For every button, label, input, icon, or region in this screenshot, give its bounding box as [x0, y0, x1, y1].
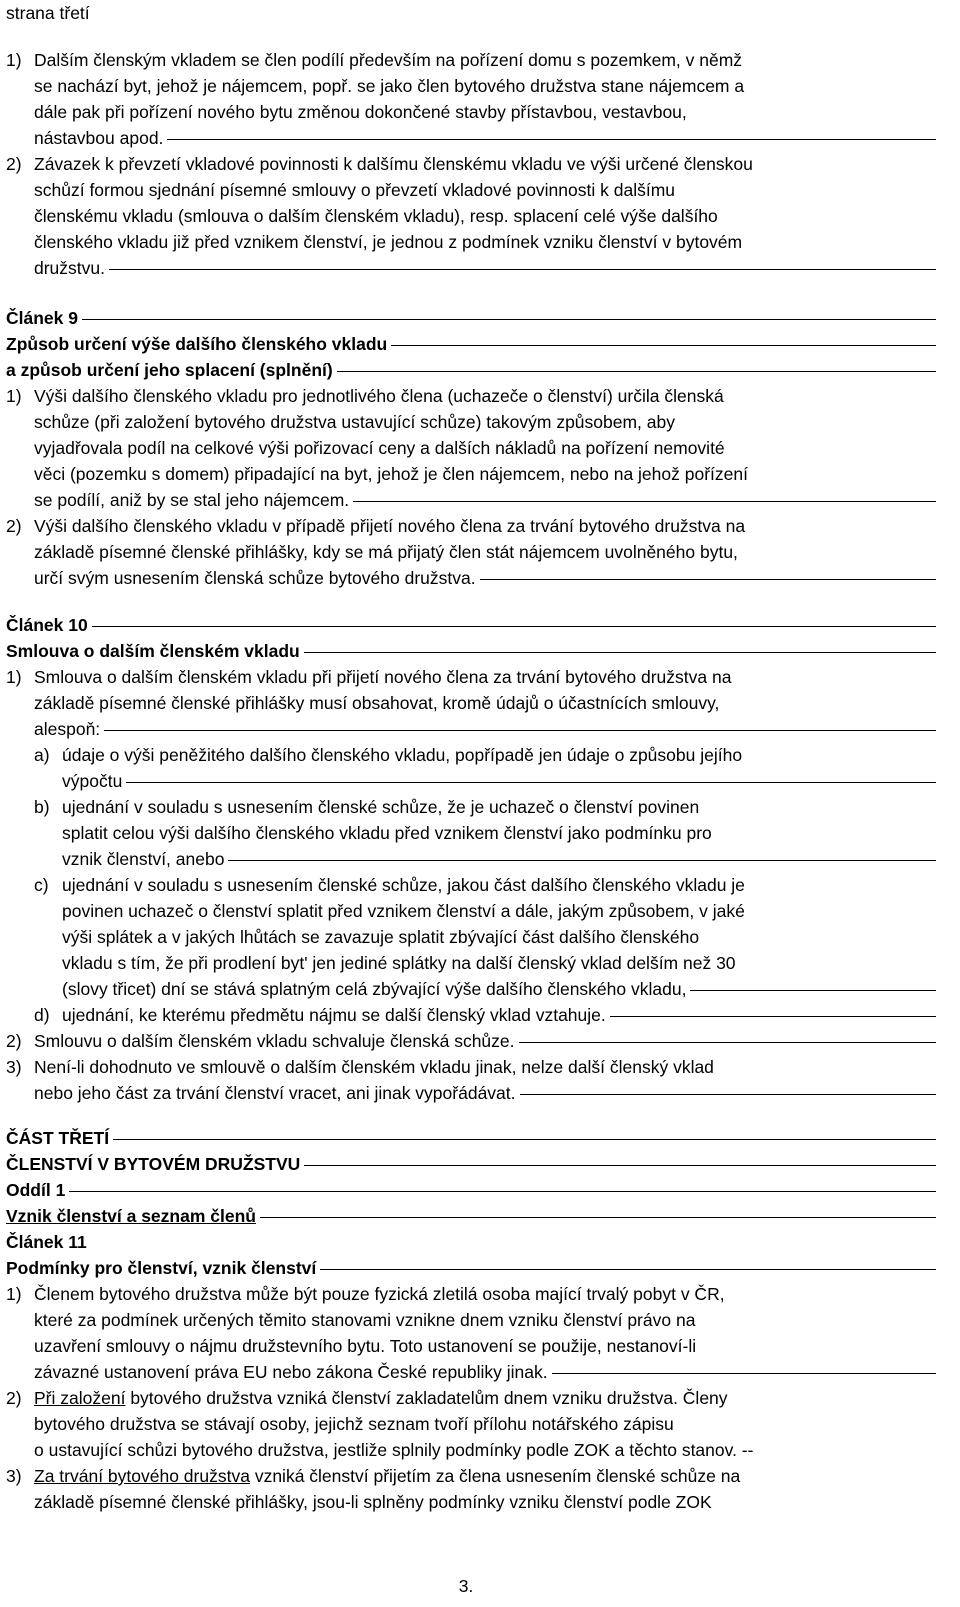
text-line: členského vkladu již před vznikem členství, je jednou z podmínek vzniku členství v bytovém [34, 232, 743, 252]
text-line: ujednání v souladu s usnesením členské schůze, jakou část dalšího členského vkladu je [62, 875, 745, 895]
paragraph-number: 3) [6, 1466, 22, 1486]
dash-fill [320, 1269, 936, 1270]
list-letter: c) [34, 875, 49, 895]
text-line: údaje o výši peněžitého dalšího členského vkladu, popřípadě jen údaje o způsobu jejího [62, 745, 743, 765]
article-heading: Článek 10 [6, 612, 936, 638]
text-line: se nachází byt, jehož je nájemcem, popř. se jako člen bytového družstva stane nájemcem a [34, 76, 745, 96]
list-letter: a) [34, 745, 50, 765]
text-line: schůze (při založení bytového družstva ustavující schůze) takovým způsobem, aby [34, 412, 675, 432]
text-line: Výši dalšího členského vkladu v případě přijetí nového člena za trvání bytového družstva na [34, 516, 746, 536]
text-line: se podílí, aniž by se stal jeho nájemcem. [34, 487, 936, 513]
text-line: věci (pozemku s domem) připadající na byt, jehož je člen nájemcem, nebo na jehož pořízení [34, 464, 748, 484]
dash-fill [391, 345, 936, 346]
paragraph-number: 1) [6, 386, 22, 406]
text-line: Členem bytového družstva může být pouze fyzická zletilá osoba mající trvalý pobyt v ČR, [34, 1284, 725, 1304]
paragraph-number: 2) [6, 1031, 22, 1051]
text-line: Za trvání bytového družstva vzniká členství přijetím za člena usnesením členské schůze na [34, 1466, 741, 1486]
text-line: základě písemné členské přihlášky musí obsahovat, kromě údajů o účastnících smlouvy, [34, 693, 720, 713]
text-line: o ustavující schůzi bytového družstva, jestliže splnily podmínky podle ZOK a těchto stanov. -- [34, 1440, 754, 1460]
dash-fill [113, 1139, 936, 1140]
article-heading: Článek 9 [6, 305, 936, 331]
dash-fill [520, 1094, 936, 1095]
text-line: bytového družstva se stávají osoby, jejichž seznam tvoří přílohu notářského zápisu [34, 1414, 674, 1434]
section-heading: Oddíl 1 [6, 1177, 936, 1203]
text-line: členskému vkladu (smlouva o dalším členském vkladu), resp. splacení celé výše dalšího [34, 206, 718, 226]
paragraph-number: 2) [6, 516, 22, 536]
dash-fill [304, 652, 936, 653]
underlined-phrase: Za trvání bytového družstva [34, 1466, 250, 1486]
dash-fill [260, 1217, 936, 1218]
article-heading: Článek 11 [6, 1232, 87, 1252]
underlined-phrase: Při založení [34, 1388, 126, 1408]
paragraph-number: 3) [6, 1057, 22, 1077]
dash-fill [690, 990, 936, 991]
page-header: strana třetí [6, 3, 90, 23]
text-line: družstvu. [34, 255, 936, 281]
dash-fill [353, 501, 936, 502]
text-line: nástavbou apod. [34, 125, 936, 151]
article-title: Způsob určení výše dalšího členského vkladu [6, 331, 936, 357]
text-line: výši splátek a v jakých lhůtách se zavazuje splatit zbývající část dalšího členského [62, 927, 700, 947]
article-title: Podmínky pro členství, vznik členství [6, 1255, 936, 1281]
text-line: Závazek k převzetí vkladové povinnosti k dalšímu členskému vkladu ve výši určené členskou [34, 154, 753, 174]
text-line: Smlouvu o dalším členském vkladu schvaluje členská schůze. [34, 1028, 936, 1054]
list-letter: d) [34, 1005, 50, 1025]
dash-fill [82, 319, 936, 320]
text-line: Smlouva o dalším členském vkladu při přijetí nového člena za trvání bytového družstva na [34, 667, 732, 687]
section-title: Vznik členství a seznam členů [6, 1203, 936, 1229]
text-line: ujednání v souladu s usnesením členské schůze, že je uchazeč o členství povinen [62, 797, 700, 817]
dash-fill [104, 730, 936, 731]
text-line: základě písemné členské přihlášky, jsou-li splněny podmínky vzniku členství podle ZOK [34, 1492, 712, 1512]
dash-fill [519, 1042, 937, 1043]
dash-fill [167, 139, 936, 140]
text-line: povinen uchazeč o členství splatit před vznikem členství a dále, jakým způsobem, v jaké [62, 901, 745, 921]
text-line: výpočtu [62, 768, 936, 794]
dash-fill [109, 269, 936, 270]
paragraph-number: 1) [6, 667, 22, 687]
text-line: nebo jeho část za trvání členství vracet, ani jinak vypořádávat. [34, 1080, 936, 1106]
text-line: Dalším členským vkladem se člen podílí především na pořízení domu s pozemkem, v němž [34, 50, 743, 70]
text-line: základě písemné členské přihlášky, kdy se má přijatý člen stát nájemcem uvolněného bytu, [34, 542, 738, 562]
text-line: Výši dalšího členského vkladu pro jednotlivého člena (uchazeče o členství) určila členská [34, 386, 724, 406]
paragraph-number: 2) [6, 1388, 22, 1408]
text-line: vyjadřovala podíl na celkové výši pořizovací ceny a dalších nákladů na pořízení nemovité [34, 438, 725, 458]
text-line: závazné ustanovení práva EU nebo zákona České republiky jinak. [34, 1359, 936, 1385]
page-number: 3. [458, 1576, 474, 1596]
paragraph-number: 1) [6, 50, 22, 70]
dash-fill [480, 579, 936, 580]
dash-fill [337, 371, 936, 372]
dash-fill [92, 626, 936, 627]
text-line: vkladu s tím, že při prodlení byt' jen jediné splátky na další členský vklad delším než 30 [62, 953, 736, 973]
text-line: alespoň: [34, 716, 936, 742]
part-heading: ČÁST TŘETÍ [6, 1125, 936, 1151]
dash-fill [69, 1191, 936, 1192]
dash-fill [304, 1165, 936, 1166]
text-line: uzavření smlouvy o nájmu družstevního bytu. Toto ustanovení se použije, nestanoví-li [34, 1336, 697, 1356]
text-line: dále pak při pořízení nového bytu změnou dokončené stavby přístavbou, vestavbou, [34, 102, 687, 122]
text-line: které za podmínek určených těmito stanovami vznikne dnem vzniku členství právo na [34, 1310, 696, 1330]
text-line: (slovy třicet) dní se stává splatným celá zbývající výše dalšího členského vkladu, [62, 976, 936, 1002]
text-line: splatit celou výši dalšího členského vkladu před vznikem členství jako podmínku pro [62, 823, 712, 843]
article-title: a způsob určení jeho splacení (splnění) [6, 357, 936, 383]
list-letter: b) [34, 797, 50, 817]
text-line: určí svým usnesením členská schůze bytového družstva. [34, 565, 936, 591]
text-line: Při založení bytového družstva vzniká členství zakladatelům dnem vzniku družstva. Členy [34, 1388, 728, 1408]
article-title: Smlouva o dalším členském vkladu [6, 638, 936, 664]
dash-fill [552, 1373, 936, 1374]
text-line: schůzí formou sjednání písemné smlouvy o převzetí vkladové povinnosti k dalšímu [34, 180, 676, 200]
dash-fill [610, 1016, 936, 1017]
text-line: vznik členství, anebo [62, 846, 936, 872]
part-title: ČLENSTVÍ V BYTOVÉM DRUŽSTVU [6, 1151, 936, 1177]
text-line: Není-li dohodnuto ve smlouvě o dalším členském vkladu jinak, nelze další členský vklad [34, 1057, 714, 1077]
dash-fill [228, 860, 936, 861]
paragraph-number: 1) [6, 1284, 22, 1304]
dash-fill [126, 782, 936, 783]
paragraph-number: 2) [6, 154, 22, 174]
text-line: ujednání, ke kterému předmětu nájmu se další členský vklad vztahuje. [62, 1002, 936, 1028]
